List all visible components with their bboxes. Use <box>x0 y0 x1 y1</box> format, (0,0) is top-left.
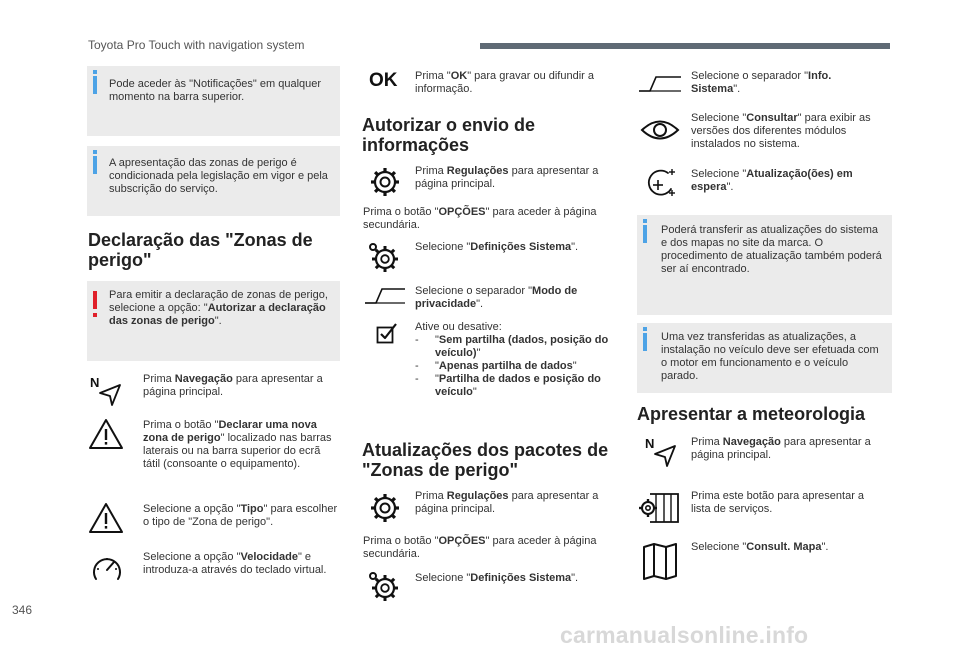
settings-icon <box>368 491 402 525</box>
note-text: Uma vez transferidas as atualizações, a instalação no veículo deve ser efetuada com o motor em funcionamento e o veículo parado. <box>661 331 879 382</box>
info-icon <box>643 225 647 243</box>
text-part: Selecione o separador " <box>691 70 809 82</box>
text-part: para apresentar a página principal. <box>415 165 599 190</box>
info-icon <box>93 156 97 174</box>
bold-part: Info. Sistema <box>691 70 832 95</box>
bold-part: Consultar <box>746 112 798 124</box>
step-text <box>691 112 881 151</box>
text-part: Prima <box>143 373 175 385</box>
system-settings-icon <box>365 240 403 274</box>
text-part: Prima " <box>415 70 451 82</box>
step-text <box>363 535 603 561</box>
warning-note <box>87 281 340 361</box>
bold-part: Definições Sistema <box>470 572 572 584</box>
svg-text:N: N <box>645 436 655 451</box>
info-note <box>637 323 892 393</box>
bold-part: Declarar uma nova zona de perigo <box>143 419 317 444</box>
text-part: Prima o botão " <box>363 206 439 218</box>
text-part: " <box>435 360 439 372</box>
step-text <box>691 541 886 554</box>
text-part: " para aceder à página secundária. <box>363 535 597 560</box>
eye-icon <box>640 117 680 143</box>
step-text: Prima este botão para apresentar a lista de serviços. <box>691 490 865 515</box>
dash: - <box>415 334 419 346</box>
text-part: Selecione a opção " <box>143 503 241 515</box>
info-icon <box>93 76 97 94</box>
note-text: Poderá transferir as atualizações do sistema e dos mapas no site da marca. O procedimento de atualização também poderá ser aí encontrado. <box>661 224 882 275</box>
text-part: ". <box>733 83 741 95</box>
option-text <box>435 373 615 399</box>
info-note <box>637 215 892 315</box>
page-number: 346 <box>12 603 33 617</box>
section-heading: Apresentar a meteorologia <box>637 404 866 424</box>
options-intro: Ative ou desative: <box>415 321 502 333</box>
step-text <box>415 70 615 96</box>
text-part: " para aceder à página secundária. <box>363 206 597 231</box>
bold-part: Velocidade <box>240 551 298 563</box>
watermark: carmanualsonline.info <box>560 622 809 648</box>
text-part: Prima <box>415 490 447 502</box>
info-note <box>87 146 340 216</box>
header-bar <box>480 43 890 49</box>
text-part: Selecione " <box>415 572 471 584</box>
text-part: Selecione " <box>691 168 747 180</box>
text-part: para apresentar a página principal. <box>143 373 323 398</box>
text-part: Selecione " <box>415 241 471 253</box>
step-text <box>691 168 881 194</box>
text-part: ". <box>726 181 734 193</box>
bold-part: Regulações <box>446 165 509 177</box>
text-part: " <box>476 347 481 359</box>
option-item <box>415 334 615 360</box>
step-text <box>691 70 881 96</box>
step-text <box>143 373 335 399</box>
option-text <box>435 334 615 360</box>
text-part: ". <box>571 241 579 253</box>
step-text <box>415 285 610 311</box>
pending-update-icon <box>644 167 678 199</box>
text-part: Para emitir a declaração de zonas de perigo, selecione a opção: " <box>109 289 328 314</box>
bold-part: Sem partilha (dados, posição do veículo) <box>435 334 609 359</box>
bold-part: Navegação <box>174 373 233 385</box>
text-part: Selecione a opção " <box>143 551 241 563</box>
map-icon <box>642 542 678 580</box>
section-heading: Declaração das "Zonas de perigo" <box>88 230 313 270</box>
warning-mark-icon <box>93 291 97 309</box>
step-text <box>415 572 615 585</box>
step-text <box>415 241 615 254</box>
text-part: " para escolher o tipo de "Zona de perigo". <box>143 503 338 528</box>
text-part: Prima o botão " <box>363 535 439 547</box>
tab-icon <box>638 73 682 93</box>
bold-part: OK <box>450 70 468 82</box>
navigation-icon <box>90 375 124 409</box>
settings-icon <box>368 165 402 199</box>
text-part: Selecione " <box>691 541 747 553</box>
text-part: " para gravar ou difundir a informação. <box>415 70 594 95</box>
bold-part: Apenas partilha de dados <box>438 360 573 372</box>
dash: - <box>415 360 419 372</box>
option-item <box>415 360 615 373</box>
note-text <box>109 289 331 328</box>
bold-part: Modo de privacidade <box>415 285 578 310</box>
text-part: " e introduza-a através do teclado virtual. <box>143 551 327 576</box>
info-note <box>87 66 340 136</box>
text-part: " <box>472 386 477 398</box>
text-part: " localizado nas barras laterais ou na barra superior do ecrã tátil (consoante o equipamento). <box>143 432 332 470</box>
checkbox-icon <box>376 322 398 344</box>
text-part: ". <box>476 298 484 310</box>
step-text <box>363 206 603 232</box>
danger-triangle-icon <box>88 418 124 450</box>
tab-icon <box>364 285 406 305</box>
text-part: Prima o botão " <box>143 419 219 431</box>
bold-part: Tipo <box>240 503 264 515</box>
speedometer-icon <box>90 552 124 586</box>
text-part: Prima <box>415 165 447 177</box>
text-part: Prima <box>691 436 723 448</box>
text-part: para apresentar a página principal. <box>691 436 871 461</box>
step-text <box>415 490 615 516</box>
option-item <box>415 373 615 399</box>
step-text <box>691 436 886 462</box>
system-settings-icon <box>365 569 403 603</box>
services-icon <box>638 490 682 526</box>
text-part: para apresentar a página principal. <box>415 490 599 515</box>
section-heading: Atualizações dos pacotes de "Zonas de perigo" <box>362 440 609 480</box>
text-part: " para exibir as versões dos diferentes módulos instalados no sistema. <box>691 112 871 150</box>
bold-part: Autorizar a declaração das zonas de perigo <box>109 302 326 327</box>
svg-text:N: N <box>90 375 100 390</box>
option-text <box>435 360 577 373</box>
text-part: " <box>572 360 577 372</box>
text-part: " <box>435 334 439 346</box>
bold-part: Regulações <box>446 490 509 502</box>
bold-part: Consult. Mapa <box>746 541 822 553</box>
text-part: ". <box>571 572 579 584</box>
text-part: ". <box>214 315 222 327</box>
danger-triangle-icon <box>88 502 124 534</box>
bold-part: Partilha de dados e posição do veículo <box>435 373 601 398</box>
options-list <box>415 321 615 399</box>
bold-part: OPÇÕES <box>438 206 486 218</box>
text-part: " <box>435 373 439 385</box>
bold-part: Navegação <box>722 436 781 448</box>
text-part: Selecione o separador " <box>415 285 533 297</box>
navigation-icon <box>645 436 679 470</box>
step-text <box>143 419 335 471</box>
info-icon <box>643 333 647 351</box>
note-text: Pode aceder às "Notificações" em qualquer momento na barra superior. <box>109 78 322 103</box>
text-part: ". <box>821 541 829 553</box>
step-text <box>415 165 615 191</box>
section-heading: Autorizar o envio de informações <box>362 115 536 155</box>
bold-part: Atualização(ões) em espera <box>691 168 853 193</box>
note-text: A apresentação das zonas de perigo é condicionada pela legislação em vigor e pela subscrição do serviço. <box>109 157 328 195</box>
header-title: Toyota Pro Touch with navigation system <box>88 38 305 52</box>
text-part: Selecione " <box>691 112 747 124</box>
bold-part: OPÇÕES <box>438 535 486 547</box>
step-text <box>143 503 338 529</box>
ok-icon: OK <box>369 70 398 91</box>
dash: - <box>415 373 419 385</box>
step-text <box>143 551 335 577</box>
bold-part: Definições Sistema <box>470 241 572 253</box>
